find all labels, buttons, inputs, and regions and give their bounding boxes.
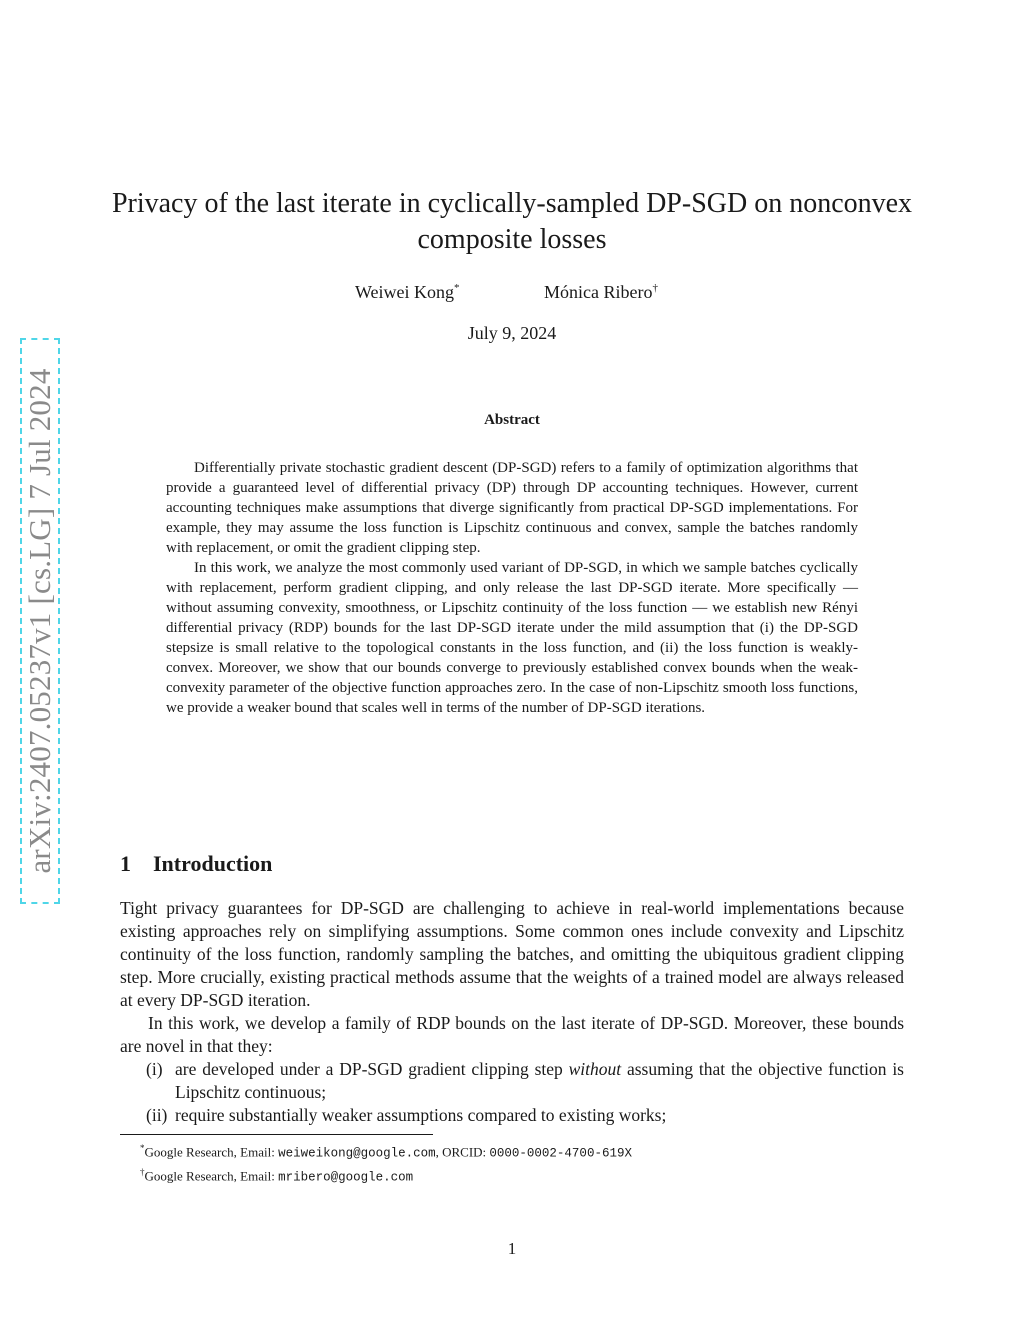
page-number: 1 — [507, 1239, 517, 1258]
footnote-2 — [140, 1163, 632, 1187]
section-number: 1 — [120, 851, 131, 876]
list-item — [120, 1058, 904, 1104]
abstract-paragraph-1: Differentially private stochastic gradient descent (DP-SGD) refers to a family of optimization algorithms that provide a guaranteed level of differential privacy (DP) through DP accounting techniques. However, current accounting techniques make assumptions that diverge significantly from practical DP-SGD implementations. For example, they may assume the loss function is Lipschitz continuous and convex, sample the batches randomly with replacement, or omit the gradient clipping step. — [166, 460, 858, 556]
abstract-body — [166, 458, 858, 718]
author-1-footnote-mark: * — [454, 282, 460, 294]
footnote-divider — [120, 1134, 433, 1135]
author-1-name: Weiwei Kong — [355, 282, 455, 302]
publication-date: July 9, 2024 — [467, 323, 557, 343]
list-item-text-end: assuming that the objective function is Lipschitz continuous; — [175, 1059, 904, 1102]
abstract-heading: Abstract — [484, 412, 540, 428]
footnote-1-email: weiweikong@google.com — [278, 1146, 436, 1161]
author-1 — [355, 282, 460, 303]
list-item — [120, 1104, 904, 1127]
footnote-1-orcid: 0000-0002-4700-619X — [489, 1146, 632, 1161]
list-item-text: require substantially weaker assumptions compared to existing works; — [175, 1105, 667, 1125]
author-2-footnote-mark: † — [652, 282, 658, 294]
list-item-text-start: are developed under a DP-SGD gradient clipping step — [175, 1059, 569, 1079]
abstract-paragraph-2: In this work, we analyze the most commonly used variant of DP-SGD, in which we sample batches cyclically with replacement, perform gradient clipping, and only release the last DP-SGD iterate. More specifically — without assuming convexity, smoothness, or Lipschitz continuity of the loss function — we establish new Rényi differential privacy (RDP) bounds for the last DP-SGD iterate under the mild assumption that (i) the DP-SGD stepsize is small relative to the topological constants in the loss function, and (ii) the loss function is weakly-convex. Moreover, we show that our bounds converge to previously established convex bounds when the weak-convexity parameter of the objective function approaches zero. In the case of non-Lipschitz smooth loss functions, we provide a weaker bound that scales well in terms of the number of DP-SGD iterations. — [166, 560, 858, 716]
section-title: Introduction — [153, 851, 273, 876]
introduction-body — [120, 897, 904, 1127]
contribution-list — [120, 1058, 904, 1127]
arxiv-identifier-text: arXiv:2407.05237v1 [cs.LG] 7 Jul 2024 — [22, 368, 57, 874]
footnote-1-orcid-label: , ORCID: — [435, 1144, 490, 1160]
footnote-2-affiliation: Google Research, Email: — [144, 1168, 279, 1184]
footnote-1-affiliation: Google Research, Email: — [144, 1144, 279, 1160]
list-marker: (i) — [146, 1059, 163, 1079]
list-marker: (ii) — [146, 1105, 168, 1125]
paper-title: Privacy of the last iterate in cyclically-sampled DP-SGD on nonconvex composite losses — [111, 188, 913, 255]
intro-paragraph-2: In this work, we develop a family of RDP bounds on the last iterate of DP-SGD. Moreover, these bounds are novel in that they: — [120, 1013, 904, 1056]
author-2 — [544, 282, 658, 303]
intro-paragraph-1: Tight privacy guarantees for DP-SGD are challenging to achieve in real-world implementations because existing approaches rely on simplifying assumptions. Some common ones include convexity and Lipschitz continuity of the loss function, randomly sampling the batches, and omitting the ubiquitous gradient clipping step. More crucially, existing practical methods assume that the weights of a trained model are always released at every DP-SGD iteration. — [120, 898, 904, 1010]
footnotes — [140, 1139, 632, 1188]
footnote-2-email: mribero@google.com — [278, 1170, 414, 1185]
author-2-name: Mónica Ribero — [544, 282, 653, 302]
list-item-emphasis: without — [568, 1059, 622, 1079]
section-heading-introduction — [120, 851, 272, 877]
footnote-1-mark: * — [140, 1143, 145, 1153]
footnote-2-mark: † — [140, 1167, 145, 1178]
footnote-1 — [140, 1139, 632, 1163]
